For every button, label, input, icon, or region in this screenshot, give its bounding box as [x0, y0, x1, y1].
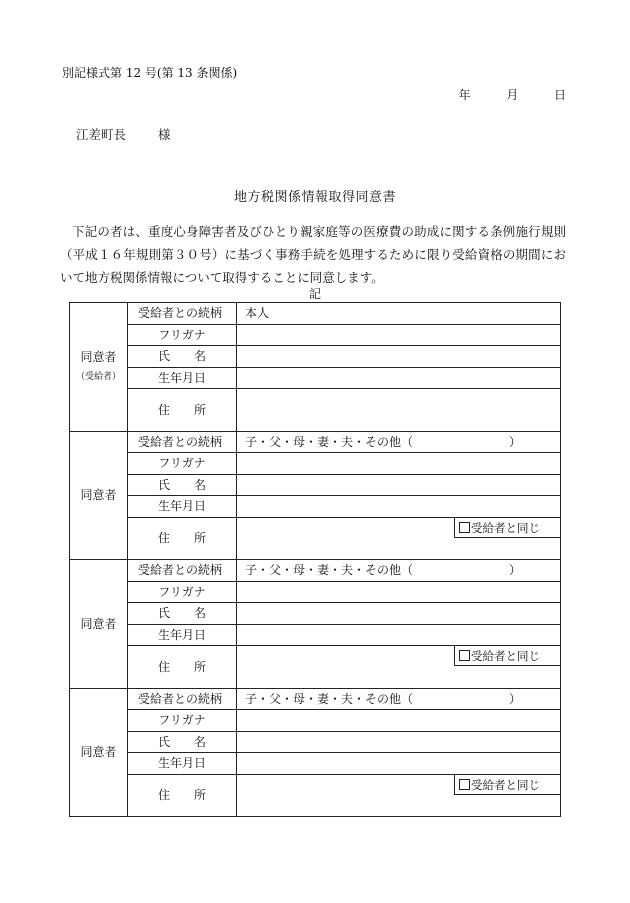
table-row: [70, 774, 561, 817]
address-field[interactable]: [237, 389, 561, 432]
address-field[interactable]: [237, 646, 561, 689]
consent-statement: 下記の者は、重度心身障害者及びひとり親家庭等の医療費の助成に関する条例施行規則（平成１６年規則第３０号）に基づく事務手続を処理するために限り受給資格の期間において地方税関係情報について取得することに同意します。: [60, 224, 566, 285]
same-as-recipient-label: 受給者と同じ: [471, 649, 540, 663]
date-day-label: 日: [553, 88, 566, 102]
consenter-label: 同意者: [80, 616, 117, 631]
same-as-recipient-option[interactable]: [454, 518, 560, 538]
consenter-label: 同意者: [80, 488, 117, 503]
address-label: 住 所: [128, 517, 237, 560]
table-row: [70, 560, 561, 582]
furigana-label: フリガナ: [128, 710, 237, 732]
relation-field[interactable]: 子・父・母・妻・夫・その他（ ）: [237, 688, 561, 710]
relation-label: 受給者との続柄: [128, 688, 237, 710]
table-row: [70, 624, 561, 646]
table-row: [70, 646, 561, 689]
addressee-honorific: 様: [157, 127, 171, 142]
table-row: [70, 731, 561, 753]
furigana-field[interactable]: [237, 324, 561, 346]
furigana-field[interactable]: [237, 453, 561, 475]
birthdate-field[interactable]: [237, 367, 561, 389]
birthdate-label: 生年月日: [128, 753, 237, 775]
consenter-group-label: [70, 688, 128, 817]
birthdate-field[interactable]: [237, 624, 561, 646]
addressee-name: 江差町長: [76, 127, 127, 142]
ki-label: 記: [308, 287, 321, 301]
table-row: [70, 389, 561, 432]
name-label: 氏 名: [128, 731, 237, 753]
table-row: [70, 688, 561, 710]
date-year-label: 年: [458, 88, 471, 102]
consenter-label: 同意者: [80, 745, 117, 760]
relation-field[interactable]: 子・父・母・妻・夫・その他（ ）: [237, 560, 561, 582]
furigana-field[interactable]: [237, 710, 561, 732]
consenter-sublabel: （受給者）: [75, 371, 121, 382]
birthdate-label: 生年月日: [128, 496, 237, 518]
consenter-label: 同意者: [80, 349, 117, 364]
table-row: [70, 496, 561, 518]
date-month-label: 月: [506, 88, 519, 102]
birthdate-label: 生年月日: [128, 367, 237, 389]
table-row: [70, 603, 561, 625]
consent-table: [69, 302, 561, 817]
date-line: [459, 86, 566, 103]
name-label: 氏 名: [128, 603, 237, 625]
relation-label: 受給者との続柄: [128, 303, 237, 325]
table-row: [70, 453, 561, 475]
table-row: [70, 431, 561, 453]
form-number: 別記様式第 12 号(第 13 条関係): [62, 66, 238, 80]
address-label: 住 所: [128, 774, 237, 817]
birthdate-label: 生年月日: [128, 624, 237, 646]
table-row: [70, 710, 561, 732]
consenter-group-label: [70, 303, 128, 432]
table-row: [70, 324, 561, 346]
consenter-group-label: [70, 560, 128, 689]
furigana-field[interactable]: [237, 581, 561, 603]
name-label: 氏 名: [128, 346, 237, 368]
birthdate-field[interactable]: [237, 753, 561, 775]
birthdate-field[interactable]: [237, 496, 561, 518]
name-field[interactable]: [237, 474, 561, 496]
table-row: [70, 581, 561, 603]
relation-field[interactable]: 本人: [237, 303, 561, 325]
address-field[interactable]: [237, 774, 561, 817]
table-row: [70, 753, 561, 775]
document-title: 地方税関係情報取得同意書: [233, 190, 396, 205]
relation-label: 受給者との続柄: [128, 560, 237, 582]
table-row: [70, 346, 561, 368]
table-row: [70, 367, 561, 389]
address-label: 住 所: [128, 389, 237, 432]
furigana-label: フリガナ: [128, 324, 237, 346]
furigana-label: フリガナ: [128, 453, 237, 475]
name-field[interactable]: [237, 346, 561, 368]
name-field[interactable]: [237, 603, 561, 625]
same-as-recipient-option[interactable]: [454, 646, 560, 666]
relation-label: 受給者との続柄: [128, 431, 237, 453]
furigana-label: フリガナ: [128, 581, 237, 603]
consenter-group-label: [70, 431, 128, 560]
address-field[interactable]: [237, 517, 561, 560]
address-label: 住 所: [128, 646, 237, 689]
addressee: [76, 125, 171, 143]
relation-field[interactable]: 子・父・母・妻・夫・その他（ ）: [237, 431, 561, 453]
table-row: [70, 303, 561, 325]
same-as-recipient-checkbox[interactable]: [459, 779, 470, 790]
same-as-recipient-checkbox[interactable]: [459, 650, 470, 661]
same-as-recipient-checkbox[interactable]: [459, 522, 470, 533]
same-as-recipient-label: 受給者と同じ: [471, 520, 540, 535]
table-row: [70, 474, 561, 496]
same-as-recipient-option[interactable]: [454, 775, 560, 795]
table-row: [70, 517, 561, 560]
name-label: 氏 名: [128, 474, 237, 496]
same-as-recipient-label: 受給者と同じ: [471, 777, 540, 792]
name-field[interactable]: [237, 731, 561, 753]
